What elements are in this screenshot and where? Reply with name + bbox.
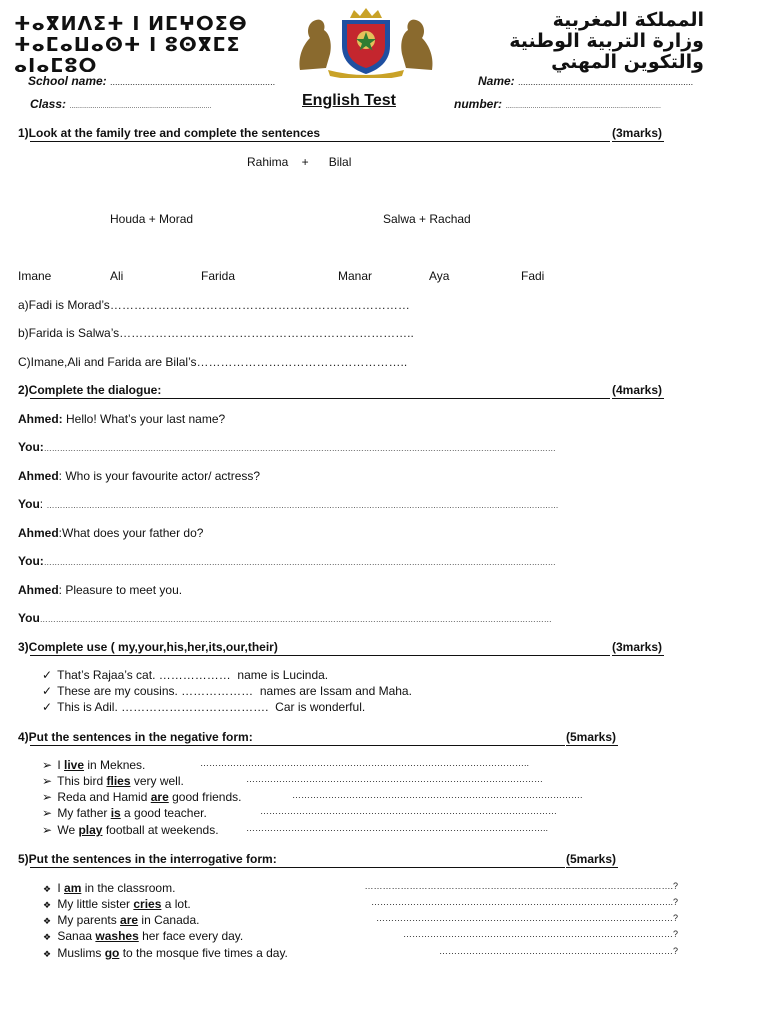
list-item	[40, 700, 365, 714]
checkmark-icon: ✓	[41, 684, 53, 698]
sentence-end: to the mosque five times a day.	[119, 946, 288, 960]
tifinagh-ministry-header	[14, 14, 286, 72]
list-item	[40, 758, 145, 772]
section-5-marks-underline	[566, 867, 618, 868]
question-text: b)Farida is Salwa’s	[18, 326, 120, 340]
item-after: Car is wonderful.	[275, 700, 366, 714]
number-field	[454, 97, 661, 111]
item-before: That’s Rajaa’s cat. ………………	[57, 668, 231, 682]
arrow-bullet-icon: ➢	[41, 790, 53, 804]
tree-grandparents: Rahima + Bilal	[247, 155, 352, 169]
section-3-marks: (3marks)	[612, 640, 663, 654]
section-2-heading: 2)Complete the dialogue:	[18, 383, 162, 397]
section-4-marks: (5marks)	[566, 730, 617, 744]
item-after: names are Issam and Maha.	[259, 684, 412, 698]
sentence-end: her face every day.	[138, 929, 244, 943]
answer-dots: ………………………………………………………………………………?	[402, 929, 678, 939]
tree-couple-right: Salwa + Rachad	[383, 212, 471, 226]
section-5-underline	[30, 867, 565, 868]
dialogue-text: Hello! What’s your last name?	[62, 412, 226, 426]
sentence-verb: cries	[133, 897, 162, 911]
tree-child: Imane	[18, 269, 52, 283]
sentence-end: very well.	[130, 774, 184, 788]
section-1-marks-underline	[612, 141, 664, 142]
sentence-end: good friends.	[168, 790, 242, 804]
speaker: You:	[18, 440, 44, 454]
list-item	[40, 913, 199, 927]
school-name-field	[28, 74, 275, 88]
arrow-bullet-icon: ➢	[41, 774, 53, 788]
arrow-bullet-icon: ➢	[41, 823, 53, 837]
answer-dots: …………………………………………………………………	[109, 298, 410, 312]
tree-child: Ali	[110, 269, 124, 283]
page-title: English Test	[302, 92, 396, 109]
tifinagh-line: ⵜⴰⴳⵍⴷⵉⵜ ⵏ ⵍⵎⵖⵔⵉⴱ	[14, 14, 248, 35]
question-text: a)Fadi is Morad’s	[18, 298, 110, 312]
sentence-start: We	[57, 823, 79, 837]
dialogue-line-ahmed	[18, 412, 225, 426]
sentence-start: Reda and Hamid	[57, 790, 151, 804]
dialogue-line-ahmed	[18, 583, 182, 597]
section-1-heading: 1)Look at the family tree and complete the sentences	[18, 126, 321, 140]
sentence-verb: are	[120, 913, 139, 927]
sentence-verb: washes	[95, 929, 139, 943]
section-1-marks: (3marks)	[612, 126, 663, 140]
section-2-marks: (4marks)	[612, 383, 663, 397]
answer-dots: ………………………………………………………………………………………	[260, 806, 557, 816]
item-before: This is Adil. ……………………………….	[57, 700, 269, 714]
arrow-bullet-icon: ➢	[41, 806, 53, 820]
speaker: Ahmed	[18, 469, 59, 483]
dialogue-text: : Pleasure to meet you.	[58, 583, 183, 597]
sentence-start: I	[57, 758, 65, 772]
answer-dots: ……………………………………………………………………?	[438, 946, 678, 956]
answer-dots: …………………………………………………………………………………….	[292, 790, 583, 800]
answer-dots: ………………………………………………………………………………………..	[246, 823, 549, 833]
sentence-verb: go	[104, 946, 120, 960]
answer-dots: …………………………………………………………………………………………………………………………………………………………………………	[43, 558, 556, 567]
speaker: Ahmed	[18, 526, 59, 540]
dialogue-line-ahmed	[18, 526, 203, 540]
dialogue-line-you	[18, 440, 658, 454]
speaker: Ahmed:	[18, 412, 63, 426]
sentence-verb: am	[64, 881, 82, 895]
list-item	[40, 823, 219, 837]
section-2-underline	[30, 398, 610, 399]
sentence-verb: are	[150, 790, 169, 804]
sentence-start: My little sister	[57, 897, 134, 911]
diamond-bullet-icon: ❖	[42, 932, 52, 942]
answer-dots: ……………………………………………..	[196, 355, 408, 369]
diamond-bullet-icon: ❖	[42, 884, 52, 894]
arabic-ministry-header	[444, 10, 704, 74]
tifinagh-line: ⵜⴰⵎⴰⵡⴰⵙⵜ ⵏ ⵓⵙⴳⵎⵉ ⴰⵏⴰⵎⵓⵔ	[14, 34, 241, 72]
answer-dots: ………………………………………………………………………………………..?	[370, 897, 678, 907]
dialogue-line-you	[18, 497, 658, 511]
section-3-heading: 3)Complete use ( my,your,his,her,its,our,their)	[18, 640, 278, 654]
dialogue-line-you	[18, 554, 658, 568]
sentence-verb: flies	[106, 774, 131, 788]
section-5-marks: (5marks)	[566, 852, 617, 866]
sentence-verb: is	[110, 806, 121, 820]
answer-dots: ………………………………………………………………..	[119, 326, 414, 340]
item-before: These are my cousins. ………………	[57, 684, 254, 698]
diamond-bullet-icon: ❖	[42, 900, 52, 910]
section-4-heading: 4)Put the sentences in the negative form:	[18, 730, 253, 744]
list-item	[40, 881, 175, 895]
list-item	[40, 929, 243, 943]
tree-child: Farida	[201, 269, 236, 283]
answer-dots: ………………………………………………………………………………………	[246, 774, 543, 784]
checkmark-icon: ✓	[41, 700, 53, 714]
school-name-label: School name:	[28, 74, 107, 88]
checkmark-icon: ✓	[41, 668, 53, 682]
arabic-line: المملكة المغربية	[552, 10, 704, 31]
speaker: You:	[18, 554, 44, 568]
list-item	[40, 668, 328, 682]
class-field	[30, 97, 211, 111]
item-after: name is Lucinda.	[237, 668, 329, 682]
section-3-marks-underline	[612, 655, 664, 656]
sentence-verb: play	[78, 823, 103, 837]
speaker: You	[18, 611, 40, 625]
answer-dots: …………………………………………………………………………………………………………………………………………………………………………	[43, 444, 556, 453]
tree-child: Fadi	[521, 269, 545, 283]
dialogue-line-ahmed	[18, 469, 260, 483]
answer-dots: ………………………………………………………………………………………….?	[364, 881, 678, 891]
class-label: Class:	[30, 97, 67, 111]
section-3-underline	[30, 655, 610, 656]
list-item	[40, 897, 191, 911]
student-name-field	[478, 74, 693, 88]
answer-dots: …………………………………………………………………………………………………………………………………………………………………………	[39, 615, 552, 624]
arrow-bullet-icon: ➢	[41, 758, 53, 772]
sentence-verb: live	[64, 758, 85, 772]
sentence-end: a good teacher.	[120, 806, 207, 820]
speaker: You	[18, 497, 40, 511]
number-dots: ................................................................................	[505, 103, 661, 110]
school-name-dots: ..................................................................	[110, 77, 276, 87]
section-1-underline	[30, 141, 610, 142]
list-item	[40, 684, 412, 698]
sentence-end: in the classroom.	[81, 881, 176, 895]
answer-dots: ………………………………………………………………………………………………..	[200, 758, 530, 768]
section-2-marks-underline	[612, 398, 664, 399]
tree-couple-left: Houda + Morad	[110, 212, 194, 226]
section-4-underline	[30, 745, 565, 746]
question-a	[18, 298, 410, 312]
dialogue-text: : Who is your favourite actor/ actress?	[58, 469, 261, 483]
answer-dots: …………………………………………………………………………………………………………………………………………………………………………	[46, 501, 559, 510]
sentence-start: Muslims	[57, 946, 105, 960]
moroccan-coat-of-arms-emblem	[292, 8, 440, 78]
arabic-line: والتكوين المهني	[551, 51, 704, 73]
tree-child: Manar	[338, 269, 373, 283]
list-item	[40, 774, 184, 788]
name-label: Name:	[478, 74, 515, 88]
sentence-end: football at weekends.	[102, 823, 219, 837]
sentence-start: Sanaa	[57, 929, 96, 943]
section-5-heading: 5)Put the sentences in the interrogative form:	[18, 852, 277, 866]
sentence-end: in Meknes.	[84, 758, 146, 772]
answer-dots: ………………………………………………………………………………………?	[375, 913, 678, 923]
sentence-end: in Canada.	[138, 913, 200, 927]
question-b	[18, 326, 414, 340]
sentence-start: I	[57, 881, 65, 895]
question-c	[18, 355, 407, 369]
sentence-start: My father	[57, 806, 111, 820]
sentence-start: This bird	[57, 774, 107, 788]
tree-child: Aya	[429, 269, 450, 283]
name-dots: ......................................................................	[518, 77, 694, 87]
list-item	[40, 806, 207, 820]
list-item	[40, 790, 241, 804]
question-text: C)Imane,Ali and Farida are Bilal’s	[18, 355, 197, 369]
arabic-line: وزارة التربية الوطنية	[509, 30, 704, 52]
diamond-bullet-icon: ❖	[42, 916, 52, 926]
dialogue-text: :	[39, 497, 44, 511]
sentence-end: a lot.	[161, 897, 191, 911]
number-label: number:	[454, 97, 502, 111]
diamond-bullet-icon: ❖	[42, 949, 52, 959]
sentence-start: My parents	[57, 913, 121, 927]
section-4-marks-underline	[566, 745, 618, 746]
dialogue-text: :What does your father do?	[58, 526, 204, 540]
list-item	[40, 946, 288, 960]
class-dots: .........................................................................	[69, 103, 212, 110]
dialogue-line-you	[18, 611, 658, 625]
speaker: Ahmed	[18, 583, 59, 597]
